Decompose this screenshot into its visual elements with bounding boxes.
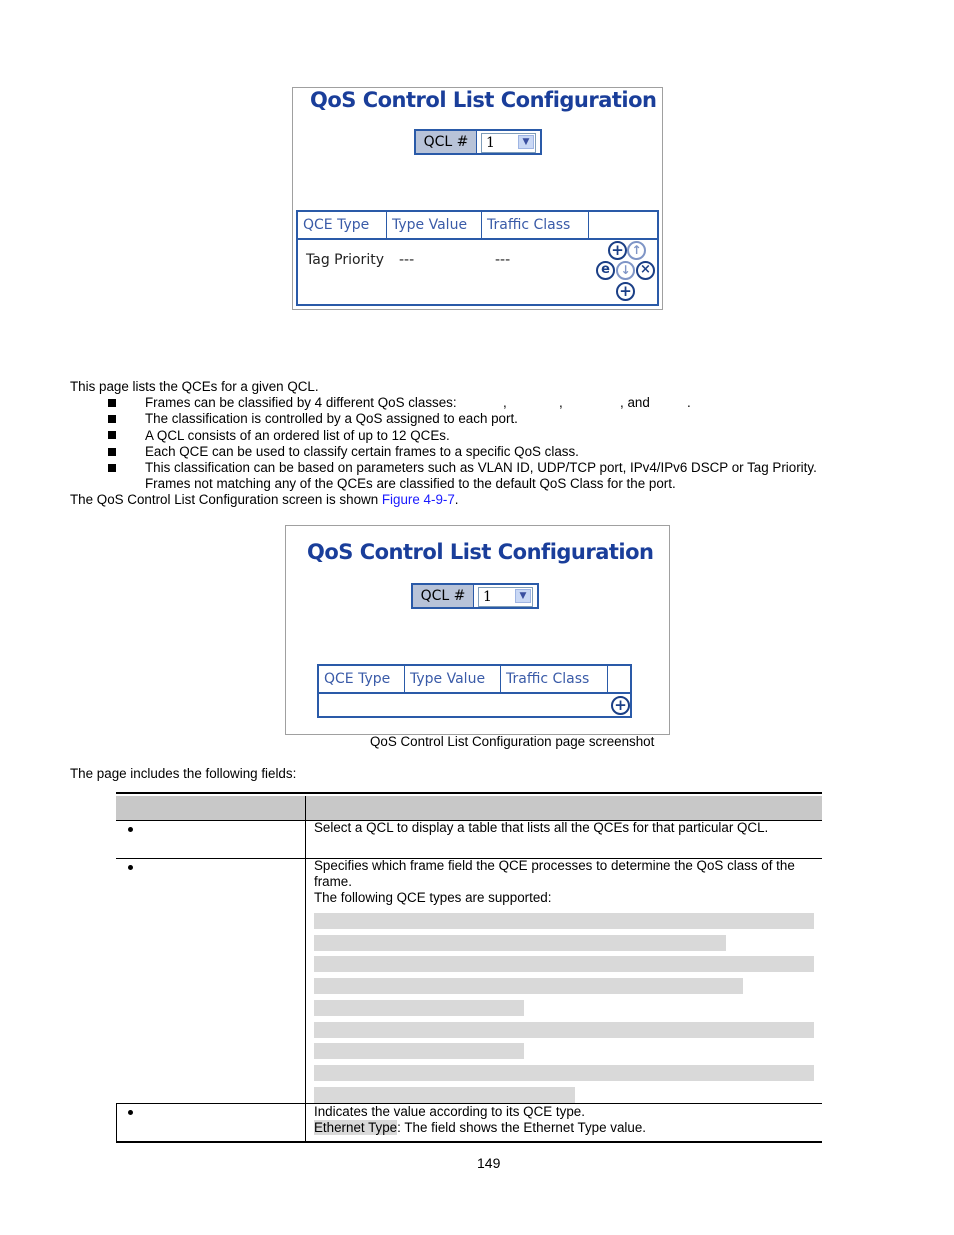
qce-table [317,664,632,718]
add-entry-icon[interactable]: + [611,696,630,715]
column-qce-type: QCE Type [319,666,405,692]
column-actions [589,212,657,238]
intro-text: This page lists the QCEs for a given QCL. [70,379,319,394]
highlighted-line [314,1087,575,1103]
field-ethernet-type [314,1120,646,1136]
table-left-rule [116,1103,117,1141]
row-bullet [128,865,133,870]
qcl-selector [414,129,542,155]
highlighted-line [314,913,814,929]
bullet-marker [108,399,116,407]
bullet-1-sep-3: , and [620,395,650,410]
row-bullet [128,827,133,832]
table-column-rule [305,796,306,1141]
field-type-value-description: Indicates the value according to its QCE type. [314,1104,585,1119]
screenshot-title: QoS Control List Configuration [307,540,654,564]
screen-reference [70,492,459,508]
insert-below-icon[interactable]: + [616,282,635,301]
bullet-3: A QCL consists of an ordered list of up to 12 QCEs. [145,428,450,443]
figure-link[interactable]: Figure 4-9-7 [381,492,455,507]
highlighted-line [314,956,814,972]
screenshot-title: QoS Control List Configuration [310,88,657,112]
highlighted-line [314,1043,524,1059]
field-qce-type-line-1: Specifies which frame field the QCE processes to determine the QoS class of the [314,858,795,873]
qce-table [296,210,659,306]
bullet-marker [108,431,116,439]
bullet-5: This classification can be based on parameters such as VLAN ID, UDP/TCP port, IPv4/IPv6 DSCP or Tag Priority. [145,460,817,475]
bullet-1-sep-2: , [559,395,563,410]
cell-type-value: --- [399,252,415,268]
highlighted-line [314,1065,814,1081]
qcl-dropdown[interactable] [481,133,536,153]
column-actions [608,666,630,692]
chevron-down-icon[interactable]: ▼ [515,589,531,603]
qce-table-header [319,666,630,694]
delete-icon[interactable]: × [636,261,655,280]
qcl-label: QCL # [413,585,474,607]
table-bottom-rule [116,1141,822,1143]
qcl-dropdown[interactable] [478,587,533,607]
column-traffic-class: Traffic Class [482,212,589,238]
move-up-icon[interactable]: ↑ [627,241,646,260]
bullet-marker [108,464,116,472]
highlighted-line [314,978,743,994]
cell-qce-type: Tag Priority [306,252,384,268]
bullet-1-sep-4: . [687,395,691,410]
bullet-1-sep-1: , [503,395,507,410]
table-top-rule [116,792,822,794]
insert-above-icon[interactable]: + [608,241,627,260]
chevron-down-icon[interactable]: ▼ [518,135,534,149]
bullet-2: The classification is controlled by a QoS assigned to each port. [145,411,518,426]
field-qcl-description: Select a QCL to display a table that lists all the QCEs for that particular QCL. [314,820,769,835]
fields-intro: The page includes the following fields: [70,766,297,781]
field-qce-type-line-2: frame. [314,874,352,889]
cell-traffic-class: --- [495,252,511,268]
edit-icon[interactable]: e [596,261,615,280]
bullet-4: Each QCE can be used to classify certain frames to a specific QoS class. [145,444,579,459]
ethernet-type-text: : The field shows the Ethernet Type value. [397,1120,647,1135]
qcl-dropdown-value: 1 [486,135,495,151]
highlighted-line [314,1000,524,1016]
bullet-1: Frames can be classified by 4 different QoS classes: [145,395,457,410]
screenshot-qcl-empty [285,525,670,735]
column-type-value: Type Value [387,212,482,238]
ethernet-type-label: Ethernet Type [314,1120,398,1135]
qce-table-header [298,212,657,240]
qcl-dropdown-value: 1 [483,589,492,605]
highlighted-line [314,1022,814,1038]
column-type-value: Type Value [405,666,501,692]
column-qce-type: QCE Type [298,212,387,238]
page-number: 149 [477,1155,501,1171]
move-down-icon[interactable]: ↓ [616,261,635,280]
bullet-marker [108,415,116,423]
figure-caption: QoS Control List Configuration page screenshot [370,734,655,749]
column-traffic-class: Traffic Class [501,666,608,692]
qcl-label: QCL # [416,131,477,153]
field-qce-type-line-3: The following QCE types are supported: [314,890,552,905]
row-bullet [128,1110,133,1115]
continuation-text: Frames not matching any of the QCEs are classified to the default QoS Class for the port. [145,476,676,491]
fields-table-header [116,796,822,820]
screen-reference-suffix: . [454,492,459,507]
highlighted-line [314,935,726,951]
screen-reference-prefix: The QoS Control List Configuration screen is shown [70,492,382,507]
screenshot-qcl-with-entry [292,87,663,310]
bullet-marker [108,448,116,456]
qcl-selector [411,583,539,609]
